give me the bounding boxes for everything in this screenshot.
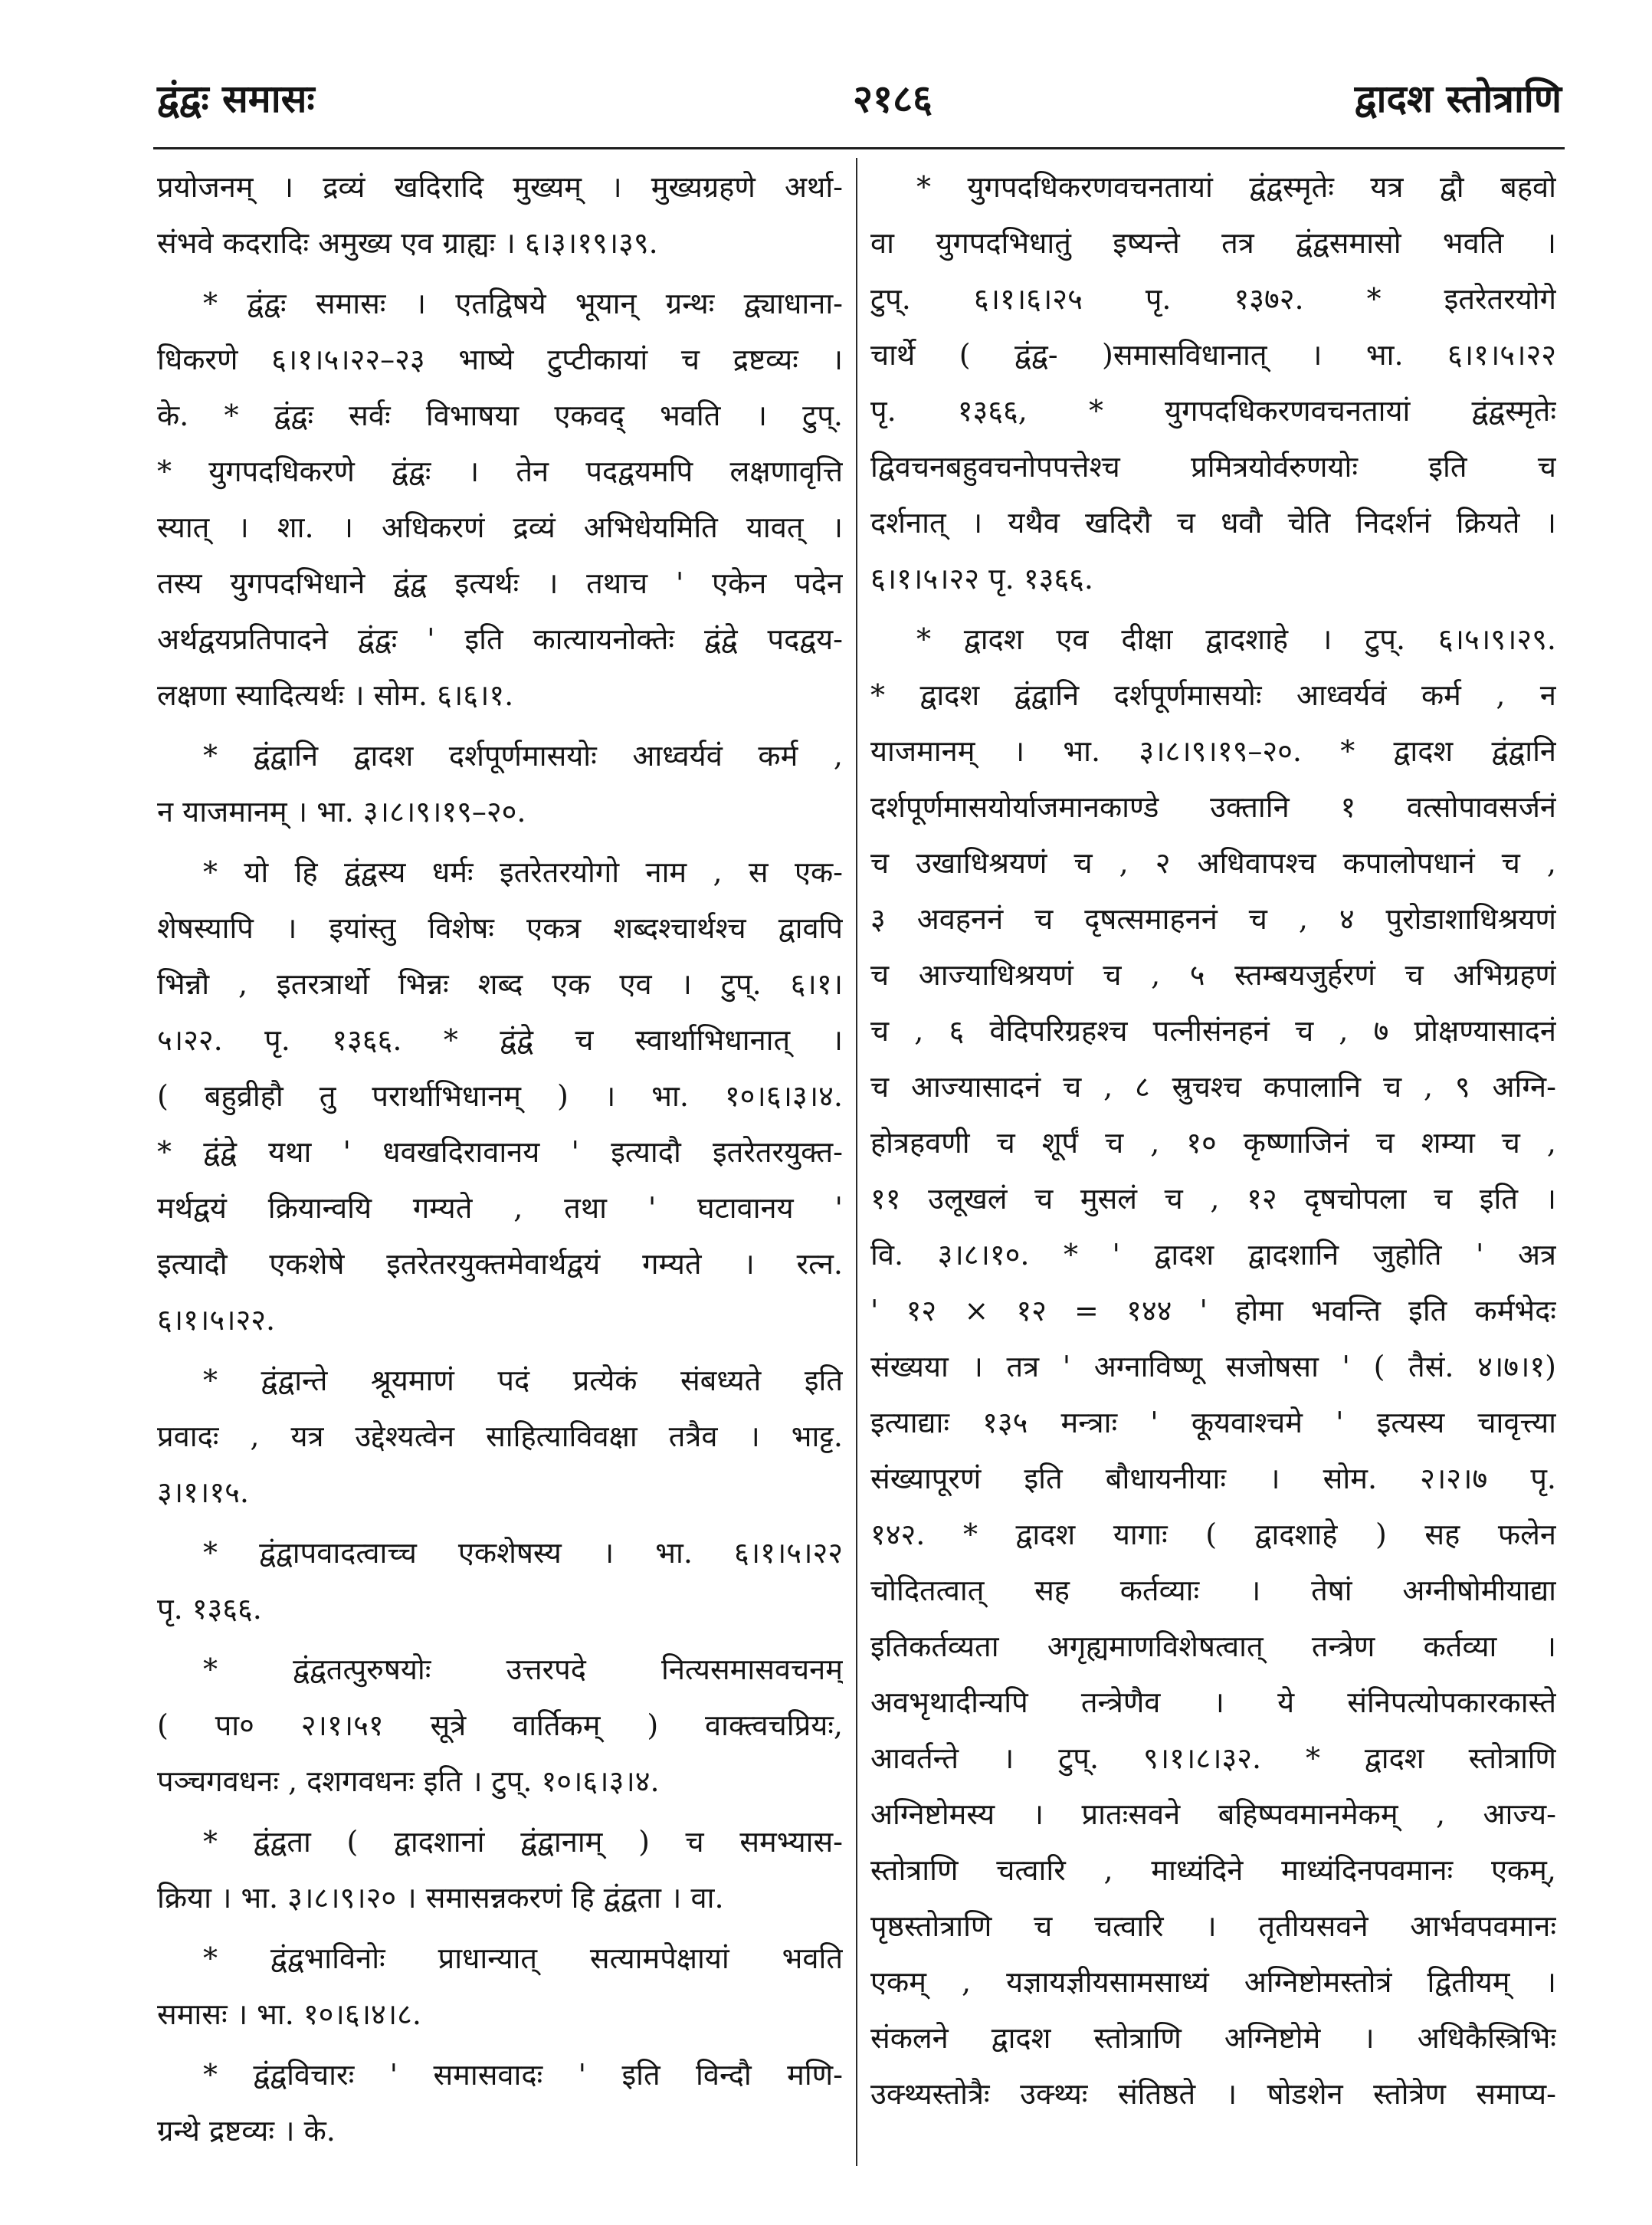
text-line: * यो हि द्वंद्वस्य धर्मः इतरेतरयोगो नाम , स एक- [203,855,843,889]
text-line: स्यात् । शा. । अधिकरणं द्रव्यं अभिधेयमिति यावत् । [157,510,843,544]
entry-paragraph [870,159,1556,607]
entry-paragraph [157,1931,843,2043]
text-line: * द्वंद्वापवादत्वाच्च एकशेषस्य । भा. ६।१।५।२२ [203,1536,843,1570]
text-line: * द्वंद्वता ( द्वादशानां द्वंद्वानाम् ) च समभ्यास- [203,1825,843,1859]
running-head-right: द्वादश स्तोत्राणि [1354,76,1562,121]
text-line: ६।१।५।२२ पृ. १३६६. [870,562,1093,596]
text-line: ग्रन्थे द्रष्टव्यः । के. [157,2114,336,2148]
text-line: अर्थद्वयप्रतिपादने द्वंद्वः ' इति कात्यायनोक्तेः द्वंद्वे पदद्वय- [157,622,843,656]
text-line: याजमानम् । भा. ३।८।९।१९–२०. * द्वादश द्वंद्वानि [870,734,1556,768]
text-line: * द्वादश द्वंद्वानि दर्शपूर्णमासयोः आध्वर्यवं कर्म , न [870,678,1556,712]
text-line: ३ अवहननं च दृषत्समाहननं च , ४ पुरोडाशाधिश्रयणं [870,902,1556,936]
text-line: पृष्ठस्तोत्राणि च चत्वारि । तृतीयसवने आर्भवपवमानः [870,1909,1556,1943]
text-line: चोदितत्वात् सह कर्तव्याः । तेषां अग्नीषोमीयाद्या [870,1574,1556,1607]
text-line: चार्थे ( द्वंद्व- )समासविधानात् । भा. ६।१।५।२२ [870,338,1556,372]
text-line: ११ उलूखलं च मुसलं च , १२ दृषचोपला च इति । [870,1182,1556,1216]
text-line: टुप्. ६।१।६।२५ पृ. १३७२. * इतरेतरयोगे [870,282,1556,316]
text-line: इत्याद्याः १३५ मन्त्राः ' कूयवाश्चमे ' इत्यस्य चावृत्त्या [870,1406,1556,1439]
text-line: ( पा० २।१।५१ सूत्रे वार्तिकम् ) वाक्त्वचप्रियः, [157,1708,843,1742]
text-line: इतिकर्तव्यता अगृह्यमाणविशेषत्वात् तन्त्रेण कर्तव्या । [870,1629,1556,1663]
text-line: अग्निष्टोमस्य । प्रातःसवने बहिष्पवमानमेकम् , आज्य- [870,1797,1556,1831]
text-line: ' १२ × १२ = १४४ ' होमा भवन्ति इति कर्मभेदः [870,1294,1556,1327]
text-line: * युगपदधिकरणे द्वंद्वः । तेन पदद्वयमपि लक्षणावृत्ति [157,455,843,488]
text-line: * द्वंद्वतत्पुरुषयोः उत्तरपदे नित्यसमासवचनम् [203,1652,843,1686]
text-line: मर्थद्वयं क्रियान्वयि गम्यते , तथा ' घटावानय ' [157,1191,843,1225]
text-line: पञ्चगवधनः , दशगवधनः इति । टुप्. १०।६।३।४. [157,1764,660,1798]
text-line: उक्थ्यस्तोत्रैः उक्थ्यः संतिष्ठते । षोडशेन स्तोत्रेण समाप्य- [870,2077,1556,2111]
text-line: एकम् , यज्ञायज्ञीयसामसाध्यं अग्निष्टोमस्तोत्रं द्वितीयम् । [870,1965,1556,1999]
text-line: क्रिया । भा. ३।८।९।२० । समासन्नकरणं हि द्वंद्वता । वा. [157,1881,724,1915]
text-line: दर्शनात् । यथैव खदिरौ च धवौ चेति निदर्शनं क्रियते । [870,506,1556,540]
text-line: ६।१।५।२२. [157,1303,276,1337]
text-line: च आज्यासादनं च , ८ स्रुचश्च कपालानि च , ९ अग्नि- [870,1070,1556,1104]
text-line: ( बहुव्रीहौ तु परार्थाभिधानम् ) । भा. १०।६।३।४. [157,1079,843,1113]
text-line: संकलने द्वादश स्तोत्राणि अग्निष्टोमे । अधिकैस्त्रिभिः [870,2021,1556,2055]
running-head-left: द्वंद्वः समासः [157,76,315,121]
text-line: ५।२२. पृ. १३६६. * द्वंद्वे च स्वार्थाभिधानात् । [157,1023,843,1057]
text-line: च , ६ वेदिपरिग्रहश्च पत्नीसंनहनं च , ७ प्रोक्षण्यासादनं [870,1014,1556,1048]
entry-paragraph [157,1525,843,1637]
text-line: * द्वंद्वभाविनोः प्राधान्यात् सत्यामपेक्षायां भवति [203,1941,843,1975]
text-line: * द्वंद्वान्ते श्रूयमाणं पदं प्रत्येकं संबध्यते इति [203,1364,843,1397]
text-line: धिकरणे ६।१।५।२२–२३ भाष्ये टुप्टीकायां च द्रष्टव्यः । [157,343,843,376]
entry-paragraph [157,1642,843,1810]
left-column [157,159,843,2159]
text-line: द्विवचनबहुवचनोपपत्तेश्च प्रमित्रयोर्वरुणयोः इति च [870,450,1556,484]
entry-paragraph [157,159,843,271]
text-line: दर्शपूर्णमासयोर्याजमानकाण्डे उक्तानि १ वत्सोपावसर्जनं [870,790,1556,824]
text-line: होत्रहवणी च शूर्पं च , १० कृष्णाजिनं च शम्या च , [870,1126,1556,1160]
text-line: समासः । भा. १०।६।४।८. [157,1997,421,2031]
text-line: तस्य युगपदभिधाने द्वंद्व इत्यर्थः । तथाच ' एकेन पदेन [157,566,843,600]
text-line: संख्यापूरणं इति बौधायनीयाः । सोम. २।२।७ पृ. [870,1462,1556,1495]
text-line: पृ. १३६६, * युगपदधिकरणवचनतायां द्वंद्वस्मृतेः [870,394,1556,428]
entry-paragraph [157,845,843,1348]
text-line: * द्वंद्वविचारः ' समासवादः ' इति विन्दौ मणि- [203,2058,843,2092]
text-line: * द्वंद्वे यथा ' धवखदिरावानय ' इत्यादौ इतरेतरयुक्त- [157,1135,843,1169]
text-line: के. * द्वंद्वः सर्वः विभाषया एकवद् भवति । टुप्. [157,399,843,432]
text-line: * द्वादश एव दीक्षा द्वादशाहे । टुप्. ६।५।९।२९. [916,622,1556,656]
entry-paragraph [870,612,1556,2122]
text-line: संभवे कदरादिः अमुख्य एव ग्राह्यः । ६।३।१९।३९. [157,226,658,260]
text-line: वि. ३।८।१०. * ' द्वादश द्वादशानि जुहोति ' अत्र [870,1238,1556,1272]
text-line: १४२. * द्वादश यागाः ( द्वादशाहे ) सह फलेन [870,1518,1556,1551]
text-line: * द्वंद्वः समासः । एतद्विषये भूयान् ग्रन्थः द्व्याधाना- [203,287,843,320]
entry-paragraph [157,1814,843,1926]
text-line: * द्वंद्वानि द्वादश दर्शपूर्णमासयोः आध्वर्यवं कर्म , [203,739,843,773]
text-line: च उखाधिश्रयणं च , २ अधिवापश्च कपालोपधानं च , [870,846,1556,880]
text-line: आवर्तन्ते । टुप्. ९।१।८।३२. * द्वादश स्तोत्राणि [870,1741,1556,1775]
column-divider [856,158,857,2166]
entry-paragraph [157,2047,843,2159]
entry-paragraph [157,276,843,724]
text-line: स्तोत्राणि चत्वारि , माध्यंदिने माध्यंदिनपवमानः एकम्, [870,1853,1556,1887]
entry-paragraph [157,728,843,840]
text-line: शेषस्यापि । इयांस्तु विशेषः एकत्र शब्दश्चार्थश्च द्वावपि [157,911,843,945]
right-column [870,159,1556,2122]
page-number: २१८६ [853,76,933,121]
text-line: ३।१।१५. [157,1475,249,1509]
text-line: इत्यादौ एकशेषे इतरेतरयुक्तमेवार्थद्वयं गम्यते । रत्न. [157,1247,843,1281]
text-line: न याजमानम् । भा. ३।८।९।१९–२०. [157,795,526,829]
entry-paragraph [157,1353,843,1521]
header-rule [153,147,1565,149]
text-line: अवभृथादीन्यपि तन्त्रेणैव । ये संनिपत्योपकारकास्ते [870,1685,1556,1719]
text-line: * युगपदधिकरणवचनतायां द्वंद्वस्मृतेः यत्र द्वौ बहवो [916,170,1556,204]
text-line: पृ. १३६६. [157,1592,262,1626]
text-line: भिन्नौ , इतरत्रार्थो भिन्नः शब्द एक एव । टुप्. ६।१। [157,967,843,1001]
text-line: प्रयोजनम् । द्रव्यं खदिरादि मुख्यम् । मुख्यग्रहणे अर्था- [157,170,843,204]
text-line: च आज्याधिश्रयणं च , ५ स्तम्बयजुर्हरणं च अभिग्रहणं [870,958,1556,992]
text-line: वा युगपदभिधातुं इष्यन्ते तत्र द्वंद्वसमासो भवति । [870,226,1556,260]
text-line: प्रवादः , यत्र उद्देश्यत्वेन साहित्याविवक्षा तत्रैव । भाट्ट. [157,1419,843,1453]
text-line: लक्षणा स्यादित्यर्थः । सोम. ६।६।१. [157,678,514,712]
text-line: संख्यया । तत्र ' अग्नाविष्णू सजोषसा ' ( तैसं. ४।७।१) [870,1350,1556,1383]
